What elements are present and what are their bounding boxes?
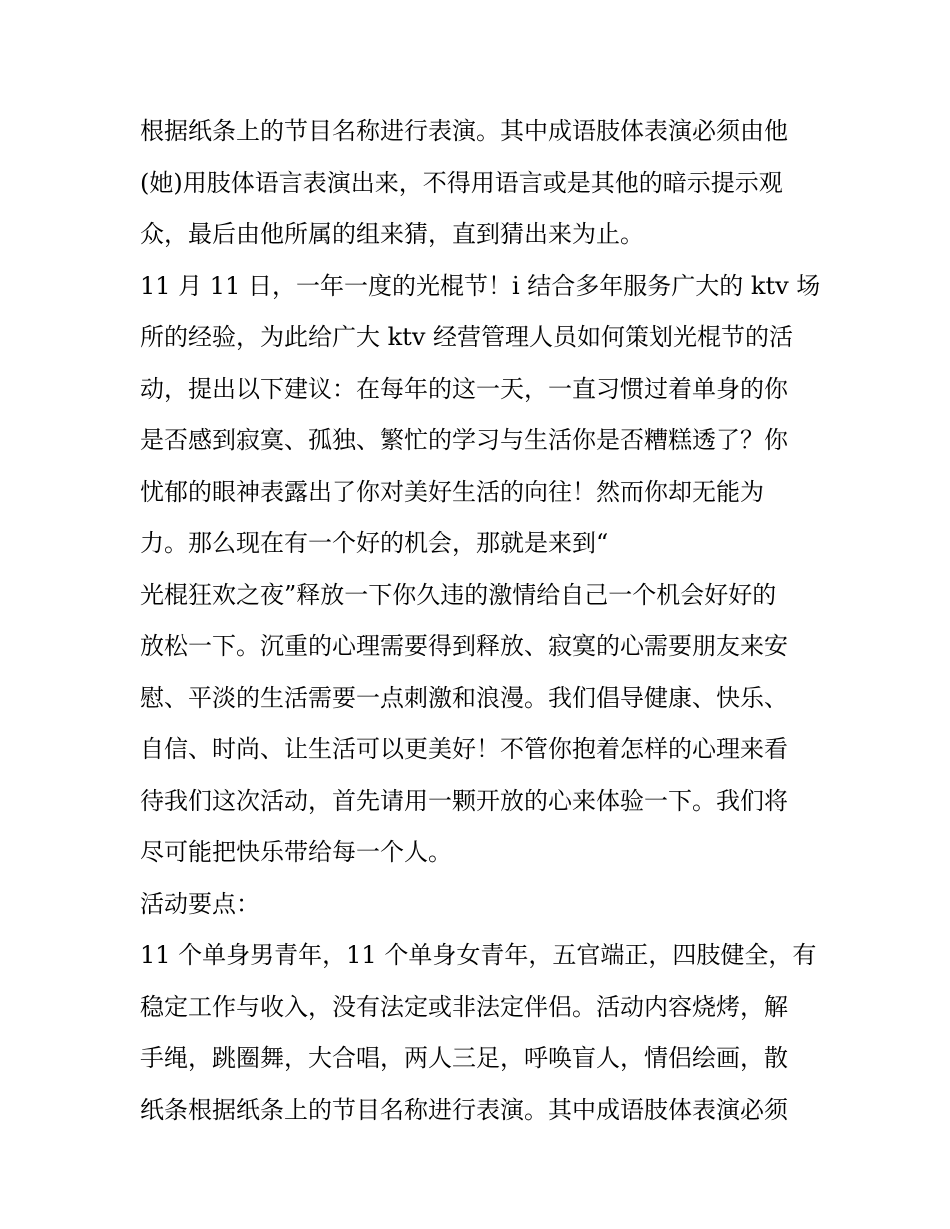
text-line: 忧郁的眼神表露出了你对美好生活的向往！然而你却无能为	[140, 477, 764, 506]
text-line: 众，最后由他所属的组来猜，直到猜出来为止。	[140, 220, 644, 248]
text-line: 纸条根据纸条上的节目名称进行表演。其中成语肢体表演必须	[140, 1095, 788, 1124]
text-line: 放松一下。沉重的心理需要得到释放、寂寞的心需要朋友来安	[140, 632, 788, 660]
text-line: 光棍狂欢之夜”释放一下你久违的激情给自己一个机会好好的	[140, 580, 777, 609]
text-line: 根据纸条上的节目名称进行表演。其中成语肢体表演必须由他	[140, 117, 788, 145]
text-line: 自信、时尚、让生活可以更美好！不管你抱着怎样的心理来看	[140, 735, 788, 763]
text-line: 动，提出以下建议：在每年的这一天，一直习惯过着单身的你	[140, 374, 788, 403]
text-line: 尽可能把快乐带给每一个人。	[140, 838, 452, 866]
text-line: 稳定工作与收入，没有法定或非法定伴侣。活动内容烧烤，解	[140, 992, 788, 1021]
document-body	[140, 106, 820, 1136]
text-line: 待我们这次活动，首先请用一颗开放的心来体验一下。我们将	[140, 786, 788, 815]
text-line: 11 月 11 日，一年一度的光棍节！i 结合多年服务广大的 ktv 场	[140, 271, 821, 300]
text-line: 所的经验，为此给广大 ktv 经营管理人员如何策划光棍节的活	[140, 323, 794, 351]
text-line: 活动要点：	[140, 889, 260, 918]
text-line: 是否感到寂寞、孤独、繁忙的学习与生活你是否糟糕透了？你	[140, 426, 788, 454]
text-line: (她)用肢体语言表演出来，不得用语言或是其他的暗示提示观	[140, 168, 783, 197]
text-line: 11 个单身男青年，11 个单身女青年，五官端正，四肢健全，有	[140, 941, 817, 969]
text-line: 手绳，跳圈舞，大合唱，两人三足，呼唤盲人，情侣绘画，散	[140, 1044, 788, 1072]
text-line: 力。那么现在有一个好的机会，那就是来到“	[140, 529, 609, 557]
text-line: 慰、平淡的生活需要一点刺激和浪漫。我们倡导健康、快乐、	[140, 683, 788, 712]
